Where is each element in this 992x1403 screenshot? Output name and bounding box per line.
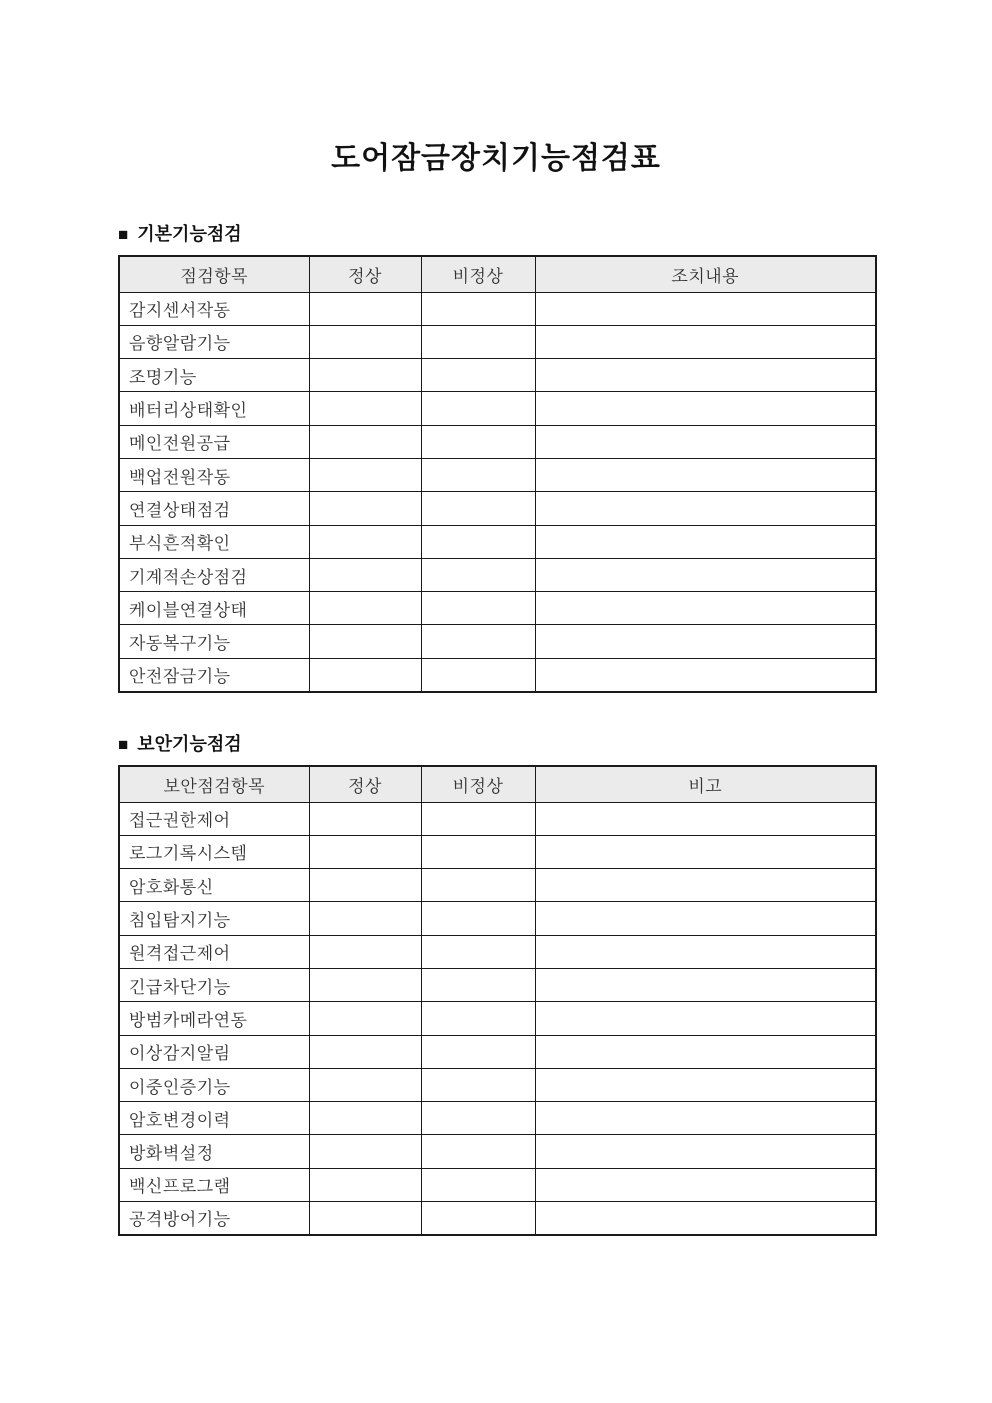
check-item-label: 음향알람기능 — [119, 325, 309, 358]
remarks-cell — [535, 1068, 876, 1101]
check-item-label: 방범카메라연동 — [119, 1002, 309, 1035]
action-note-cell — [535, 658, 876, 691]
abnormal-check-cell — [421, 458, 535, 491]
check-item-label: 이상감지알림 — [119, 1035, 309, 1068]
normal-check-cell — [309, 458, 421, 491]
security-check-table — [118, 765, 877, 1236]
table-row — [119, 935, 876, 968]
abnormal-check-cell — [421, 425, 535, 458]
table-row — [119, 835, 876, 868]
table-row — [119, 902, 876, 935]
action-note-cell — [535, 392, 876, 425]
document-title: 도어잠금장치기능점검표 — [331, 142, 661, 175]
remarks-cell — [535, 1135, 876, 1168]
normal-check-cell — [309, 1068, 421, 1101]
section-security-function-check — [118, 734, 875, 1236]
abnormal-check-cell — [421, 392, 535, 425]
action-note-cell — [535, 525, 876, 558]
abnormal-check-cell — [421, 1002, 535, 1035]
abnormal-check-cell — [421, 869, 535, 902]
normal-check-cell — [309, 392, 421, 425]
normal-check-cell — [309, 1202, 421, 1235]
column-header-normal: 정상 — [309, 766, 421, 802]
check-item-label: 방화벽설정 — [119, 1135, 309, 1168]
table-row — [119, 968, 876, 1001]
remarks-cell — [535, 835, 876, 868]
square-bullet-icon: ■ — [118, 735, 129, 754]
abnormal-check-cell — [421, 935, 535, 968]
normal-check-cell — [309, 292, 421, 325]
table-row — [119, 1102, 876, 1135]
remarks-cell — [535, 1035, 876, 1068]
column-header-action: 조치내용 — [535, 256, 876, 292]
table-row — [119, 625, 876, 658]
check-item-label: 암호화통신 — [119, 869, 309, 902]
check-item-label: 메인전원공급 — [119, 425, 309, 458]
check-item-label: 조명기능 — [119, 359, 309, 392]
check-item-label: 암호변경이력 — [119, 1102, 309, 1135]
normal-check-cell — [309, 1035, 421, 1068]
abnormal-check-cell — [421, 492, 535, 525]
normal-check-cell — [309, 325, 421, 358]
abnormal-check-cell — [421, 1135, 535, 1168]
check-item-label: 원격접근제어 — [119, 935, 309, 968]
table-row — [119, 492, 876, 525]
check-item-label: 백신프로그램 — [119, 1168, 309, 1201]
section-heading-text: 보안기능점검 — [137, 734, 242, 754]
table-header-row — [119, 766, 876, 802]
check-item-label: 감지센서작동 — [119, 292, 309, 325]
check-item-label: 안전잠금기능 — [119, 658, 309, 691]
abnormal-check-cell — [421, 592, 535, 625]
remarks-cell — [535, 1002, 876, 1035]
remarks-cell — [535, 935, 876, 968]
normal-check-cell — [309, 359, 421, 392]
table-row — [119, 525, 876, 558]
table-row — [119, 1002, 876, 1035]
table-row — [119, 558, 876, 591]
check-item-label: 기계적손상점검 — [119, 558, 309, 591]
abnormal-check-cell — [421, 1068, 535, 1101]
action-note-cell — [535, 359, 876, 392]
column-header-security-item: 보안점검항목 — [119, 766, 309, 802]
table-row — [119, 1035, 876, 1068]
table-row — [119, 658, 876, 691]
table-row — [119, 425, 876, 458]
normal-check-cell — [309, 525, 421, 558]
normal-check-cell — [309, 658, 421, 691]
abnormal-check-cell — [421, 802, 535, 835]
column-header-abnormal: 비정상 — [421, 256, 535, 292]
table-row — [119, 458, 876, 491]
section-basic-function-check — [118, 224, 875, 693]
check-item-label: 이중인증기능 — [119, 1068, 309, 1101]
normal-check-cell — [309, 835, 421, 868]
abnormal-check-cell — [421, 1202, 535, 1235]
normal-check-cell — [309, 1002, 421, 1035]
check-item-label: 접근권한제어 — [119, 802, 309, 835]
check-item-label: 자동복구기능 — [119, 625, 309, 658]
normal-check-cell — [309, 869, 421, 902]
normal-check-cell — [309, 492, 421, 525]
normal-check-cell — [309, 625, 421, 658]
action-note-cell — [535, 558, 876, 591]
check-item-label: 배터리상태확인 — [119, 392, 309, 425]
abnormal-check-cell — [421, 325, 535, 358]
table-row — [119, 802, 876, 835]
check-item-label: 공격방어기능 — [119, 1202, 309, 1235]
action-note-cell — [535, 458, 876, 491]
abnormal-check-cell — [421, 625, 535, 658]
action-note-cell — [535, 592, 876, 625]
table-row — [119, 592, 876, 625]
abnormal-check-cell — [421, 1035, 535, 1068]
action-note-cell — [535, 325, 876, 358]
section-heading — [118, 734, 875, 755]
remarks-cell — [535, 1102, 876, 1135]
check-item-label: 부식흔적확인 — [119, 525, 309, 558]
column-header-normal: 정상 — [309, 256, 421, 292]
remarks-cell — [535, 802, 876, 835]
table-row — [119, 359, 876, 392]
abnormal-check-cell — [421, 292, 535, 325]
remarks-cell — [535, 902, 876, 935]
action-note-cell — [535, 492, 876, 525]
section-heading — [118, 224, 875, 245]
remarks-cell — [535, 1168, 876, 1201]
table-row — [119, 392, 876, 425]
table-row — [119, 292, 876, 325]
square-bullet-icon: ■ — [118, 225, 129, 244]
abnormal-check-cell — [421, 525, 535, 558]
abnormal-check-cell — [421, 558, 535, 591]
check-item-label: 케이블연결상태 — [119, 592, 309, 625]
normal-check-cell — [309, 425, 421, 458]
abnormal-check-cell — [421, 658, 535, 691]
check-item-label: 긴급차단기능 — [119, 968, 309, 1001]
normal-check-cell — [309, 558, 421, 591]
abnormal-check-cell — [421, 968, 535, 1001]
table-row — [119, 1202, 876, 1235]
basic-check-table — [118, 255, 877, 693]
table-row — [119, 1068, 876, 1101]
normal-check-cell — [309, 1102, 421, 1135]
remarks-cell — [535, 1202, 876, 1235]
check-item-label: 백업전원작동 — [119, 458, 309, 491]
table-header-row — [119, 256, 876, 292]
normal-check-cell — [309, 1168, 421, 1201]
table-row — [119, 869, 876, 902]
abnormal-check-cell — [421, 902, 535, 935]
remarks-cell — [535, 869, 876, 902]
normal-check-cell — [309, 592, 421, 625]
abnormal-check-cell — [421, 835, 535, 868]
check-item-label: 침입탐지기능 — [119, 902, 309, 935]
check-item-label: 로그기록시스템 — [119, 835, 309, 868]
abnormal-check-cell — [421, 359, 535, 392]
normal-check-cell — [309, 935, 421, 968]
table-row — [119, 1168, 876, 1201]
abnormal-check-cell — [421, 1168, 535, 1201]
action-note-cell — [535, 625, 876, 658]
normal-check-cell — [309, 802, 421, 835]
section-heading-text: 기본기능점검 — [137, 224, 242, 244]
table-row — [119, 1135, 876, 1168]
column-header-remarks: 비고 — [535, 766, 876, 802]
normal-check-cell — [309, 1135, 421, 1168]
table-row — [119, 325, 876, 358]
column-header-abnormal: 비정상 — [421, 766, 535, 802]
remarks-cell — [535, 968, 876, 1001]
action-note-cell — [535, 292, 876, 325]
action-note-cell — [535, 425, 876, 458]
abnormal-check-cell — [421, 1102, 535, 1135]
normal-check-cell — [309, 902, 421, 935]
column-header-check-item: 점검항목 — [119, 256, 309, 292]
normal-check-cell — [309, 968, 421, 1001]
check-item-label: 연결상태점검 — [119, 492, 309, 525]
